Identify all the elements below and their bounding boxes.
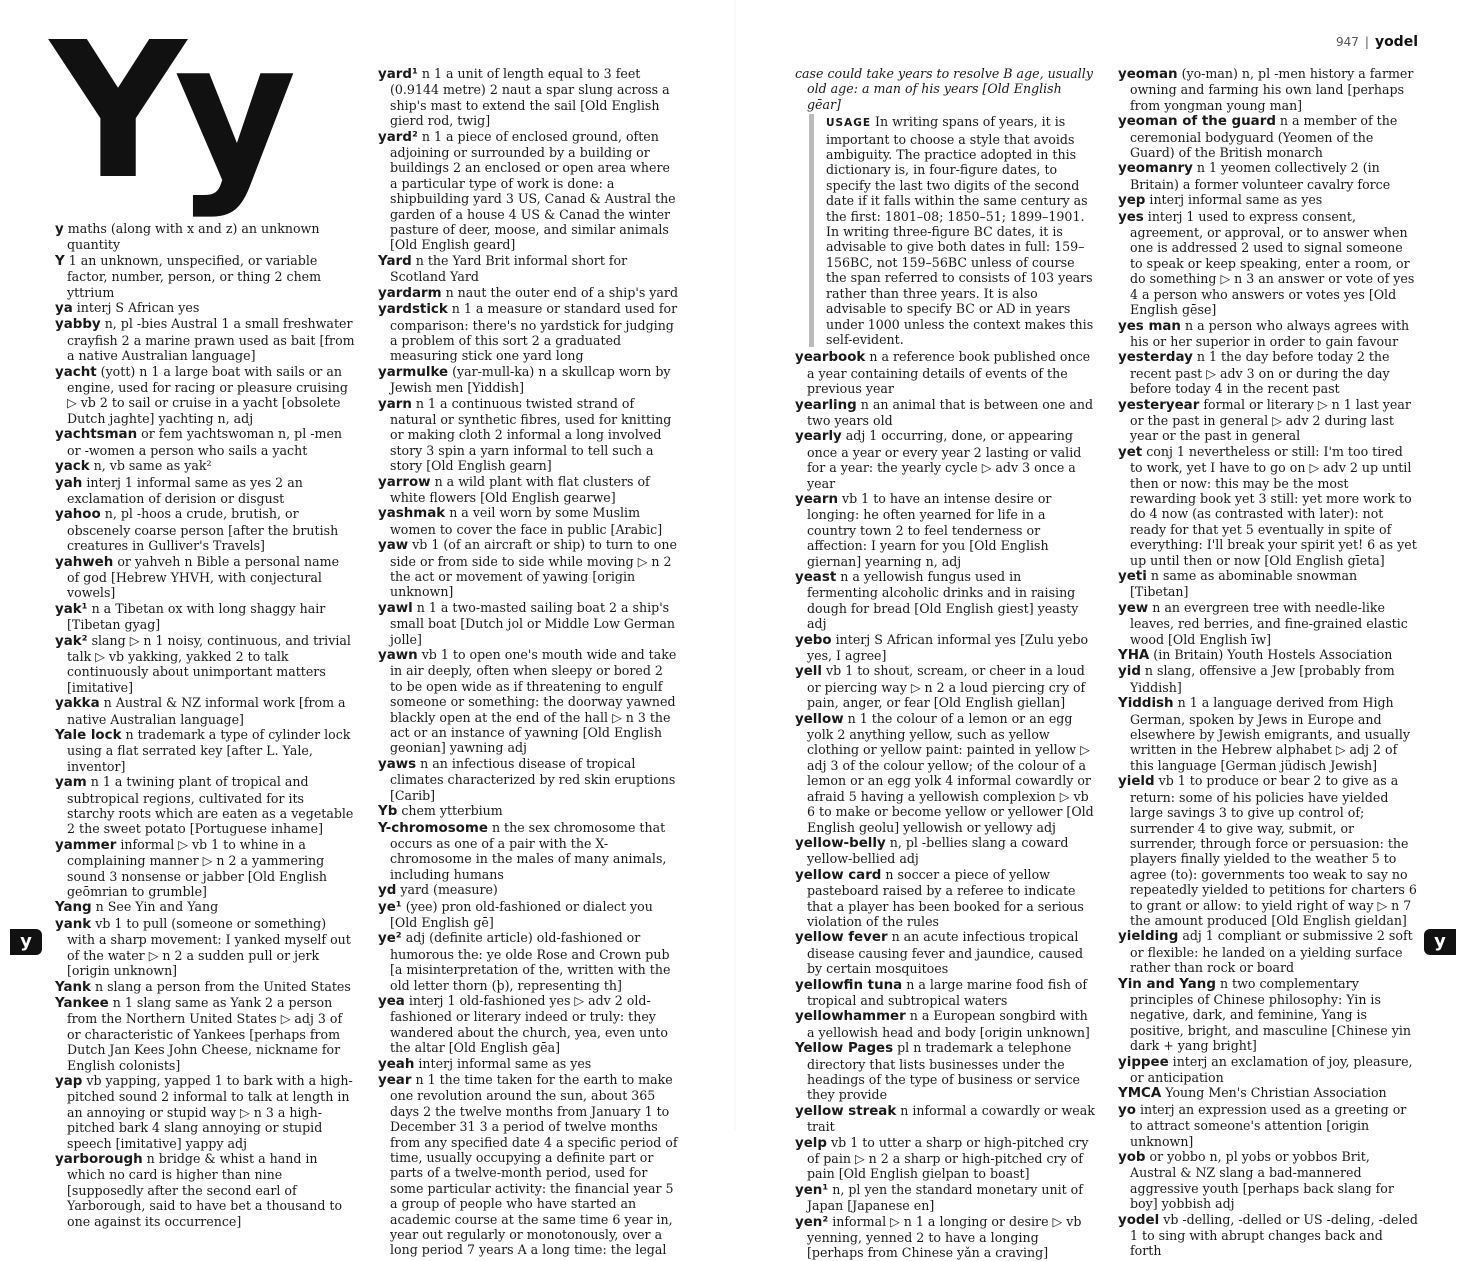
entry-definition: n a yellowish fungus used in fermenting alcoholic drinks and in raising dough for bread [Old English giest] yeasty adj xyxy=(807,569,1079,632)
entry-headword: yearbook xyxy=(795,350,866,366)
entry-definition: vb 1 (of an aircraft or ship) to turn to one side or from side to side while moving ▷ n 2 the act or movement of yawing [origin unknown] xyxy=(390,537,677,600)
entry-headword: yeah xyxy=(378,1056,415,1072)
entry-headword: yarrow xyxy=(378,474,431,490)
entry-headword: yacht xyxy=(55,364,97,380)
dictionary-entry xyxy=(378,600,678,647)
entry-definition: adj 1 occurring, done, or appearing once a year or every year 2 lasting or valid for a year: the yearly cycle ▷ adv 3 once a year xyxy=(807,428,1082,491)
entry-definition: n, pl -bellies slang a coward yellow-bellied adj xyxy=(807,834,1069,867)
dictionary-entry xyxy=(795,977,1095,1009)
entry-headword: yo xyxy=(1118,1102,1136,1118)
dictionary-entry xyxy=(1118,976,1418,1054)
entry-definition: interj S African informal yes [Zulu yebo yes, I agree] xyxy=(807,631,1089,664)
entry-headword: yellow streak xyxy=(795,1103,897,1119)
dictionary-entry xyxy=(1118,600,1418,647)
entry-definition: n 1 a twining plant of tropical and subtropical regions, cultivated for its starchy roots which are eaten as a vegetable 2 the sweet potato [Portuguese inhame] xyxy=(67,774,354,837)
entry-headword: yard² xyxy=(378,129,418,145)
dictionary-entry xyxy=(1118,397,1418,444)
entry-headword: yellow-belly xyxy=(795,835,886,851)
entry-definition: n, pl yen the standard monetary unit of Japan [Japanese en] xyxy=(807,1181,1083,1214)
entry-headword: yeomanry xyxy=(1118,161,1193,177)
entry-definition: n 1 the time taken for the earth to make one revolution around the sun, about 365 days 2 the twelve months from January 1 to December 31 3 a period of twelve months from any specified date 4 a specific period of time, usually occupying a definite part or parts of a twelve-month period, used for some particular activity: the financial year 5 a group of people who have started an academic course at the same time 6 year in, year out regularly or monotonously, over a long period 7 years A a long time: the legal xyxy=(390,1072,678,1258)
entry-headword: yeoman of the guard xyxy=(1118,114,1276,130)
dictionary-entry xyxy=(1118,568,1418,600)
entry-headword: yielding xyxy=(1118,929,1179,945)
entry-headword: yeoman xyxy=(1118,67,1178,82)
entry-definition: adj 1 compliant or submissive 2 soft or flexible: he landed on a yielding surface rather than rock or board xyxy=(1130,928,1413,976)
entry-headword: yahoo xyxy=(55,507,101,523)
entry-definition: n See Yin and Yang xyxy=(95,899,219,915)
usage-label: USAGE xyxy=(826,117,872,130)
entry-headword: yap xyxy=(55,1073,83,1089)
dictionary-entry xyxy=(1118,1085,1418,1101)
entry-definition: 1 an unknown, unspecified, or variable factor, number, person, or thing 2 chem yttrium xyxy=(67,252,322,300)
entry-definition: pl n trademark a telephone directory that lists businesses under the headings of the type of business or service they provide xyxy=(807,1040,1080,1103)
entry-headword: Yang xyxy=(55,900,92,916)
dictionary-entry xyxy=(378,899,678,931)
dictionary-entry xyxy=(378,993,678,1056)
dictionary-entry xyxy=(55,899,355,915)
entry-headword: y xyxy=(55,222,64,237)
thumb-index-tab-left: y xyxy=(10,929,42,955)
dictionary-entry xyxy=(795,1214,1095,1261)
entry-definition: n the sex chromosome that occurs as one of a pair with the X-chromosome in the males of many animals, including humans xyxy=(390,819,667,882)
dictionary-entry xyxy=(795,397,1095,429)
entry-headword: YMCA xyxy=(1118,1086,1162,1102)
entry-definition: (yar-mull-ka) n a skullcap worn by Jewish men [Yiddish] xyxy=(390,363,671,396)
entry-definition: n same as abominable snowman [Tibetan] xyxy=(1130,568,1358,600)
entry-definition: n slang a person from the United States xyxy=(94,978,351,994)
entry-definition: vb 1 to produce or bear 2 to give as a return: some of his policies have yielded large savings 3 to give up control of; surrender 4 to give way, submit, or surrender, through force or persuasion: the players finally yielded to the weather 5 to agree (to): governments too weak to say no repeatedly yielded to petitions for charters 6 to grant or allow: to yield right of way ▷ n 7 the amount produced [Old English gieldan] xyxy=(1130,773,1417,928)
entry-headword: yardstick xyxy=(378,302,448,318)
entry-headword: yebo xyxy=(795,632,832,648)
entry-definition: yard (measure) xyxy=(400,882,498,898)
entry-definition: n a European songbird with a yellowish head and body [origin unknown] xyxy=(807,1008,1090,1040)
dictionary-entry xyxy=(378,803,678,819)
continued-entry-text: case could take years to resolve B age, usually old age: a man of his years [Old English gēar] xyxy=(795,66,1093,112)
dictionary-entry xyxy=(1118,160,1418,192)
dictionary-entry xyxy=(795,867,1095,930)
entry-definition: interj 1 used to express consent, agreement, or approval, or to answer when one is addressed 2 used to signal someone to speak or keep speaking, enter a room, or do something ▷ n 3 an answer or vote of yes 4 a person who answers or votes yes [Old English gēse] xyxy=(1130,208,1415,318)
entry-headword: Yankee xyxy=(55,995,109,1011)
dictionary-entry xyxy=(1118,1054,1418,1086)
entry-headword: yardarm xyxy=(378,285,442,301)
entry-headword: yippee xyxy=(1118,1054,1169,1070)
entry-headword: yam xyxy=(55,775,87,791)
dictionary-entry xyxy=(378,474,678,506)
entry-definition: (yo-man) n, pl -men history a farmer owning and farming his own land [perhaps from yongman young man] xyxy=(1130,66,1414,113)
entry-definition: n 1 a unit of length equal to 3 feet (0.9144 metre) 2 naut a spar slung across a ship's mast to extend the sail [Old English gierd rod, twig] xyxy=(390,66,670,129)
dictionary-entry xyxy=(1118,1212,1418,1259)
dictionary-entry xyxy=(55,774,355,837)
entry-definition: n 1 a measure or standard used for comparison: there's no yardstick for judging a problem of this sort 2 a graduated measuring stick one yard long xyxy=(390,301,678,364)
section-letter: Yy xyxy=(50,2,285,221)
guide-word: yodel xyxy=(1374,34,1418,50)
entry-headword: yahweh xyxy=(55,554,114,570)
dictionary-entry xyxy=(795,1182,1095,1214)
dictionary-entry xyxy=(55,426,355,458)
entry-headword: yak¹ xyxy=(55,601,88,617)
dictionary-entry xyxy=(55,979,355,995)
entry-definition: n the Yard Brit informal short for Scotland Yard xyxy=(390,252,628,285)
entry-definition: adj (definite article) old-fashioned or humorous the: ye olde Rose and Crown pub [a misinterpretation of the, written with the old letter thorn (þ), representing th] xyxy=(390,930,671,993)
entry-definition: vb 1 to have an intense desire or longing: he often yearned for life in a country town 2 to feel tenderness or affection: I yearn for you [Old English giernan] yearning n, adj xyxy=(807,490,1052,569)
dictionary-entry xyxy=(55,475,355,507)
entry-headword: ye² xyxy=(378,931,402,947)
entry-headword: yaws xyxy=(378,756,417,772)
dictionary-entry xyxy=(378,66,678,129)
entry-headword: yarn xyxy=(378,396,412,412)
entry-definition: interj S African yes xyxy=(76,300,200,316)
entry-definition: or yahveh n Bible a personal name of god [Hebrew YHVH, with conjectural vowels] xyxy=(67,553,340,601)
entry-definition: n a member of the ceremonial bodyguard (Yeomen of the Guard) of the British monarch xyxy=(1130,113,1398,161)
entry-headword: yarborough xyxy=(55,1151,143,1167)
dictionary-entry xyxy=(1118,66,1418,113)
dictionary-entry xyxy=(1118,349,1418,396)
entry-headword: Yank xyxy=(55,979,91,995)
entry-headword: yashmak xyxy=(378,506,446,522)
entry-definition: n 1 slang same as Yank 2 a person from the Northern United States ▷ adj 3 of or characteristic of Yankees [perhaps from Dutch Jan Kees John Cheese, nickname for English colonists] xyxy=(67,994,343,1073)
entry-headword: yachtsman xyxy=(55,427,138,443)
dictionary-entry xyxy=(55,554,355,601)
entry-headword: yid xyxy=(1118,664,1141,680)
entry-headword: YHA xyxy=(1118,648,1150,664)
entry-definition: n soccer a piece of yellow pasteboard raised by a referee to indicate that a player has been booked for a serious violation of the rules xyxy=(807,866,1084,929)
entry-definition: interj an exclamation of joy, pleasure, or anticipation xyxy=(1130,1053,1413,1085)
entry-headword: yodel xyxy=(1118,1212,1160,1228)
entry-headword: yeast xyxy=(795,570,837,585)
entry-definition: n an evergreen tree with needle-like leaves, red berries, and fine-grained elastic wood [Old English īw] xyxy=(1130,599,1408,647)
column-4 xyxy=(1118,66,1418,1259)
entry-definition: n 1 a language derived from High German, spoken by Jews in Europe and elsewhere by Jewish emigrants, and usually written in the Hebrew alphabet ▷ adj 2 of this language [German jüdisch Jewish] xyxy=(1130,695,1410,773)
dictionary-entry xyxy=(795,569,1095,632)
column-3 xyxy=(795,66,1095,1261)
entry-headword: yard¹ xyxy=(378,67,418,82)
entry-headword: yabby xyxy=(55,317,101,333)
entry-definition: vb -delling, -delled or US -deling, -deled 1 to sing with abrupt changes back and forth xyxy=(1130,1211,1418,1259)
entry-definition: n naut the outer end of a ship's yard xyxy=(445,284,679,300)
dictionary-entry xyxy=(378,1056,678,1072)
entry-headword: yack xyxy=(55,459,90,475)
entry-definition: (yott) n 1 a large boat with sails or an engine, used for racing or pleasure cruising ▷ vb 2 to sail or cruise in a yacht [obsolete Dutch jaghte] yachting n, adj xyxy=(67,363,348,426)
entry-headword: yarmulke xyxy=(378,364,449,380)
entry-definition: n a Tibetan ox with long shaggy hair [Tibetan gyag] xyxy=(67,600,326,633)
dictionary-entry xyxy=(378,756,678,803)
entry-headword: ya xyxy=(55,301,73,317)
usage-text: In writing spans of years, it is important to choose a style that avoids ambiguity. The practice adopted in this dictionary is, in four-figure dates, to specify the last two digits of the second date if it falls within the same century as the first: 1801–08; 1850–51; 1899–1901. In writing three-figure BC dates, it is advisable to give both dates in full: 159–156BC, not 159–56BC unless of course the span referred to consists of 103 years rather than three years. It is also advisable to specify BC or AD in years under 1000 unless the context makes this self-evident. xyxy=(826,114,1094,347)
entry-definition: vb 1 to open one's mouth wide and take in air deeply, often when sleepy or bored 2 to be open wide as if threatening to engulf someone or something: the doorway yawned blackly open at the end of the hall ▷ n 3 the act or an instance of yawning [Old English geonian] yawning adj xyxy=(390,647,677,756)
entry-headword: yellowhammer xyxy=(795,1009,906,1025)
dictionary-entry xyxy=(378,396,678,474)
entry-headword: Yin and Yang xyxy=(1118,976,1216,992)
dictionary-entry xyxy=(55,506,355,553)
entry-definition: n slang, offensive a Jew [probably from Yiddish] xyxy=(1130,663,1395,695)
entry-definition: interj informal same as yes xyxy=(1149,192,1323,208)
entry-headword: Yale lock xyxy=(55,728,122,743)
entry-definition: n 1 a two-masted sailing boat 2 a ship's small boat [Dutch jol or Middle Low German jolle] xyxy=(390,599,676,647)
entry-definition: (in Britain) Youth Hostels Association xyxy=(1153,647,1393,663)
usage-note xyxy=(809,114,1095,347)
entry-headword: Yard xyxy=(378,253,412,269)
entry-definition: slang ▷ n 1 noisy, continuous, and trivial talk ▷ vb yakking, yakked 2 to talk continuously about unimportant matters [imitative] xyxy=(67,632,351,695)
entry-definition: n an acute infectious tropical disease causing fever and jaundice, caused by certain mosquitoes xyxy=(807,929,1084,977)
entry-headword: yearly xyxy=(795,429,842,445)
entry-definition: interj an expression used as a greeting or to attract someone's attention [origin unknown] xyxy=(1130,1101,1407,1149)
dictionary-entry xyxy=(55,316,355,363)
entry-definition: interj informal same as yes xyxy=(418,1055,592,1071)
column-2 xyxy=(378,66,678,1258)
entry-headword: Yiddish xyxy=(1118,696,1174,712)
dictionary-entry xyxy=(55,300,355,316)
entry-headword: yelp xyxy=(795,1135,827,1151)
entry-definition: n 1 a continuous twisted strand of natural or synthetic fibres, used for knitting or making cloth 2 informal a long involved story 3 spin a yarn informal to tell such a story [Old English gearn] xyxy=(390,395,672,474)
entry-definition: n bridge & whist a hand in which no card is higher than nine [supposedly after the second earl of Yarborough, said to have bet a thousand to one against its occurrence] xyxy=(67,1150,343,1229)
dictionary-entry xyxy=(795,1135,1095,1182)
dictionary-entry xyxy=(378,882,678,898)
entry-headword: yes xyxy=(1118,209,1144,225)
entry-headword: yaw xyxy=(378,538,409,554)
entry-definition: n a large marine food fish of tropical and subtropical waters xyxy=(807,976,1088,1008)
dictionary-entry xyxy=(55,221,355,253)
entry-definition: interj 1 old-fashioned yes ▷ adv 2 old-fashioned or literary indeed or truly: they wandered about the church, yea, even unto the altar [Old English gēa] xyxy=(390,992,668,1056)
entry-definition: n, vb same as yak² xyxy=(93,458,212,474)
entry-headword: yak² xyxy=(55,633,88,649)
entry-headword: yawn xyxy=(378,648,418,664)
dictionary-entry xyxy=(1118,1149,1418,1212)
entry-headword: yet xyxy=(1118,444,1143,460)
entry-definition: interj 1 informal same as yes 2 an exclamation of derision or disgust xyxy=(67,474,303,506)
dictionary-entry xyxy=(795,349,1095,396)
dictionary-entry xyxy=(795,929,1095,976)
dictionary-entry xyxy=(795,428,1095,491)
entry-definition: vb 1 to utter a sharp or high-pitched cry of pain ▷ n 2 a sharp or high-pitched cry of pain [Old English gielpan to boast] xyxy=(807,1134,1089,1182)
dictionary-entry xyxy=(55,727,355,774)
dictionary-entry xyxy=(378,1072,678,1258)
entry-definition: n Austral & NZ informal work [from a native Australian language] xyxy=(67,695,346,727)
dictionary-entry xyxy=(1118,663,1418,695)
entry-headword: yesterday xyxy=(1118,350,1193,366)
dictionary-entry xyxy=(378,253,678,285)
entry-headword: year xyxy=(378,1073,412,1088)
entry-headword: yearn xyxy=(795,491,838,507)
entry-headword: Yb xyxy=(378,804,398,820)
dictionary-entry xyxy=(1118,192,1418,208)
dictionary-entry xyxy=(378,930,678,993)
dictionary-entry xyxy=(1118,647,1418,663)
entry-headword: yearling xyxy=(795,397,857,413)
dictionary-entry xyxy=(1118,318,1418,350)
entry-headword: yawl xyxy=(378,600,413,616)
entry-definition: n, pl -bies Austral 1 a small freshwater crayfish 2 a marine prawn used as bait [from a native Australian language] xyxy=(67,316,355,364)
entry-definition: n informal a cowardly or weak trait xyxy=(807,1102,1095,1135)
entry-headword: yes man xyxy=(1118,318,1181,334)
entry-headword: yell xyxy=(795,664,822,680)
page-number: 947 xyxy=(1335,35,1359,49)
column-1 xyxy=(55,221,355,1229)
entry-definition: n, pl -hoos a crude, brutish, or obscenely coarse person [after the brutish creatures in Gulliver's Travels] xyxy=(67,506,339,554)
entry-headword: yah xyxy=(55,475,83,491)
entry-headword: yep xyxy=(1118,193,1146,209)
entry-headword: yeti xyxy=(1118,569,1147,584)
entry-definition: n a wild plant with flat clusters of white flowers [Old English gearwe] xyxy=(390,473,650,505)
entry-definition: n 1 the colour of a lemon or an egg yolk 2 anything yellow, such as yellow clothing or yellow paint: painted in yellow ▷ adj 3 of the colour yellow; of the colour of a lemon or an egg yolk 4 informal cowardly or afraid 5 having a yellowish complexion ▷ vb 6 to make or become yellow or yellower [Old English geolu] yellowish or yellowy adj xyxy=(807,710,1094,835)
entry-headword: yd xyxy=(378,883,397,899)
entry-headword: yammer xyxy=(55,837,117,853)
entry-definition: Young Men's Christian Association xyxy=(1165,1085,1387,1101)
entry-definition: vb 1 to shout, scream, or cheer in a loud or piercing way ▷ n 2 a loud piercing cry of pain, anger, or fear [Old English giellan] xyxy=(807,663,1086,711)
entry-headword: yob xyxy=(1118,1150,1146,1166)
dictionary-entry xyxy=(378,129,678,253)
entry-headword: yen¹ xyxy=(795,1182,829,1198)
header-separator: | xyxy=(1364,35,1369,49)
dictionary-entry xyxy=(55,633,355,696)
dictionary-entry xyxy=(1118,928,1418,975)
entry-definition: chem ytterbium xyxy=(401,803,503,819)
entry-headword: Y xyxy=(55,253,65,269)
dictionary-entry xyxy=(378,647,678,756)
column-3-entries xyxy=(795,349,1095,1261)
entry-headword: yakka xyxy=(55,696,100,712)
entry-definition: n 1 the day before today 2 the recent past ▷ adv 3 on or during the day before today 4 in the recent past xyxy=(1130,349,1390,397)
entry-headword: Y-chromosome xyxy=(378,820,488,836)
entry-headword: yield xyxy=(1118,774,1155,790)
dictionary-entry xyxy=(1118,444,1418,568)
entry-headword: yank xyxy=(55,916,92,932)
dictionary-entry xyxy=(55,916,355,979)
dictionary-entry xyxy=(795,711,1095,835)
entry-headword: yesteryear xyxy=(1118,397,1200,413)
dictionary-entry xyxy=(55,253,355,300)
entry-definition: n an animal that is between one and two years old xyxy=(807,396,1094,428)
entry-definition: vb 1 to pull (someone or something) with a sharp movement: I yanked myself out of the water ▷ n 2 a sudden pull or jerk [origin unknown] xyxy=(67,915,351,979)
entry-definition: vb yapping, yapped 1 to bark with a high-pitched sound 2 informal to talk at length in an annoying or stupid way ▷ n 3 a high-pitched bark 4 slang annoying or stupid speech [imitative] yappy adj xyxy=(67,1072,353,1151)
entry-headword: yellowfin tuna xyxy=(795,977,903,993)
dictionary-entry xyxy=(795,663,1095,710)
dictionary-entry xyxy=(55,458,355,474)
dictionary-entry xyxy=(378,285,678,301)
entry-definition: informal ▷ vb 1 to whine in a complaining manner ▷ n 2 a yammering sound 3 nonsense or jabber [Old English geōmrian to grumble] xyxy=(67,836,328,900)
page-gutter xyxy=(734,0,736,1130)
thumb-index-tab-right: y xyxy=(1424,929,1456,955)
entry-headword: yellow fever xyxy=(795,930,888,946)
dictionary-entry xyxy=(55,1151,355,1229)
entry-headword: yellow card xyxy=(795,867,882,883)
entry-definition: conj 1 nevertheless or still: I'm too tired to work, yet I have to go on ▷ adv 2 up until then or now: this may be the most rewarding book yet 3 still: yet more work to do 4 now (as contrasted with later): not ready for that yet 5 eventually in spite of everything: I'll break your spirit yet! 6 as yet up until then or now [Old English gīeta] xyxy=(1130,443,1417,568)
entry-definition: n two complementary principles of Chinese philosophy: Yin is negative, dark, and feminine, Yang is positive, bright, and masculine [Chinese yin dark + yang bright] xyxy=(1130,975,1411,1054)
entry-definition: (yee) pron old-fashioned or dialect you [Old English gē] xyxy=(390,898,653,930)
dictionary-entry xyxy=(55,695,355,727)
entry-headword: yea xyxy=(378,993,405,1009)
entry-definition: informal ▷ n 1 a longing or desire ▷ vb yenning, yenned 2 to have a longing [perhaps from Chinese yǎn a craving] xyxy=(807,1213,1082,1261)
dictionary-entry xyxy=(1118,1102,1418,1149)
entry-headword: Yellow Pages xyxy=(795,1041,894,1057)
entry-headword: yen² xyxy=(795,1214,829,1230)
dictionary-entry xyxy=(378,537,678,600)
entry-definition: n a person who always agrees with his or her superior in order to gain favour xyxy=(1130,317,1410,349)
entry-definition: or yobbo n, pl yobs or yobbos Brit, Austral & NZ slang a bad-mannered aggressive youth [perhaps back slang for boy] yobbish adj xyxy=(1130,1149,1394,1212)
entry-definition: formal or literary ▷ n 1 last year or the past in general ▷ adv 2 during last year or the past in general xyxy=(1130,396,1411,444)
entry-headword: ye¹ xyxy=(378,899,402,915)
dictionary-entry xyxy=(795,1040,1095,1103)
entry-headword: yew xyxy=(1118,600,1149,616)
dictionary-entry xyxy=(1118,695,1418,773)
dictionary-entry xyxy=(795,491,1095,569)
dictionary-entry xyxy=(1118,209,1418,318)
entry-definition: n 1 a piece of enclosed ground, often adjoining or surrounded by a building or buildings 2 an enclosed or open area where a particular type of work is done: a shipbuilding yard 3 US, Canad & Austral the garden of a house 4 US & Canad the winter pasture of deer, moose, and similar animals [Old English geard] xyxy=(390,128,676,253)
dictionary-entry xyxy=(55,837,355,900)
dictionary-entry xyxy=(378,505,678,537)
dictionary-entry xyxy=(55,1073,355,1151)
dictionary-entry xyxy=(795,835,1095,867)
entry-definition: n a reference book published once a year containing details of events of the previous year xyxy=(807,349,1091,397)
dictionary-entry xyxy=(1118,773,1418,928)
dictionary-entry xyxy=(378,301,678,364)
dictionary-entry xyxy=(378,364,678,396)
dictionary-entry xyxy=(1118,113,1418,160)
entry-headword: yellow xyxy=(795,711,844,727)
dictionary-entry xyxy=(55,601,355,633)
dictionary-entry xyxy=(795,1008,1095,1040)
entry-definition: n trademark a type of cylinder lock using a flat serrated key [after L. Yale, inventor] xyxy=(67,727,351,774)
dictionary-entry xyxy=(378,820,678,883)
entry-definition: maths (along with x and z) an unknown quantity xyxy=(67,221,320,253)
entry-definition: or fem yachtswoman n, pl -men or -women a person who sails a yacht xyxy=(67,426,343,458)
entry-definition: n a veil worn by some Muslim women to cover the face in public [Arabic] xyxy=(390,505,663,537)
dictionary-entry xyxy=(55,995,355,1073)
entry-definition: n an infectious disease of tropical climates characterized by red skin eruptions [Carib] xyxy=(390,755,676,803)
dictionary-entry xyxy=(55,364,355,427)
dictionary-entry xyxy=(795,632,1095,664)
running-header xyxy=(1336,34,1418,50)
entry-definition: n 1 yeomen collectively 2 (in Britain) a former volunteer cavalry force xyxy=(1130,160,1391,192)
